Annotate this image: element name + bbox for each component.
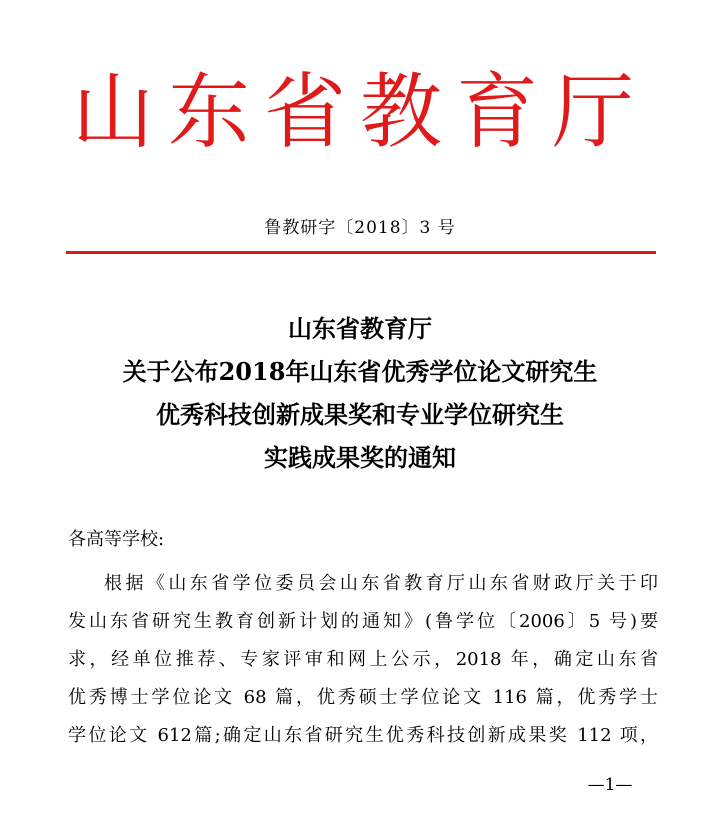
body-text-line: 求，经单位推荐、专家评审和网上公示，2018 年，确定山东省 — [68, 649, 658, 670]
title-line-4: 实践成果奖的通知 — [264, 443, 456, 472]
title-line-1: 山东省教育厅 — [288, 314, 432, 343]
red-divider-line — [66, 251, 656, 254]
document-number: 鲁教研字〔2018〕3 号 — [264, 218, 456, 238]
title-line-2: 关于公布2018年山东省优秀学位论文研究生 — [122, 357, 598, 386]
salutation: 各高等学校: — [68, 529, 165, 550]
body-text-line: 优秀博士学位论文 68 篇，优秀硕士学位论文 116 篇，优秀学士 — [68, 687, 658, 708]
document-title — [0, 307, 720, 479]
body-text-line: 学位论文 612篇;确定山东省研究生优秀科技创新成果奖 112 项， — [68, 725, 658, 746]
page-number: —1— — [587, 775, 633, 795]
body-text-line: 根据《山东省学位委员会山东省教育厅山东省财政厅关于印 — [104, 573, 658, 594]
issuing-authority-header: 山东省教育厅 — [71, 65, 648, 160]
body-text-line: 发山东省研究生教育创新计划的通知》(鲁学位〔2006〕5 号)要 — [68, 611, 658, 632]
title-line-3: 优秀科技创新成果奖和专业学位研究生 — [156, 400, 564, 429]
